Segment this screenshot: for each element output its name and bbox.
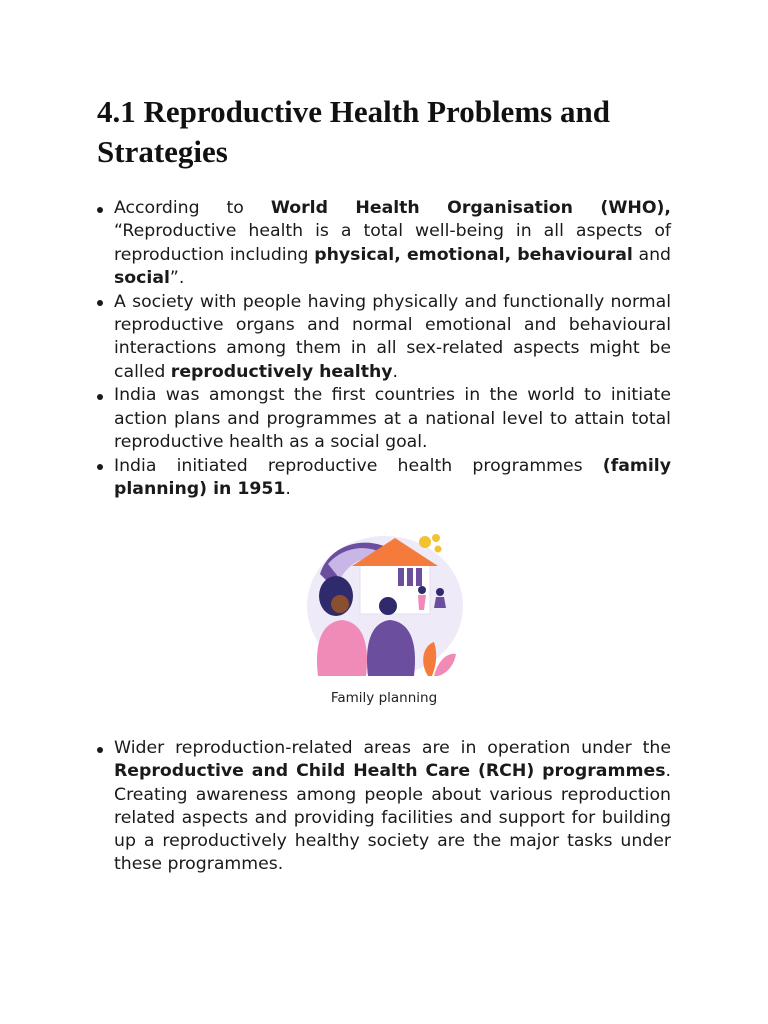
text-run: .	[392, 361, 399, 382]
bullet-list-top	[114, 197, 671, 502]
house-window	[416, 568, 422, 586]
bullet-item	[114, 291, 671, 384]
bold-text-run: Reproductive and Child Health Care (RCH) programmes	[114, 761, 666, 782]
child-body	[434, 597, 446, 608]
child-head	[418, 586, 426, 594]
child-head	[436, 588, 444, 596]
figure-caption: Family planning	[330, 690, 438, 706]
bullet-item	[114, 737, 671, 877]
house-window	[407, 568, 413, 586]
woman-face	[331, 595, 349, 613]
sun-icon	[435, 546, 442, 553]
bold-text-run: World Health Organisation (WHO),	[270, 198, 671, 218]
family-planning-illustration	[300, 524, 470, 684]
text-run: A society with people having physically and functionally normal reproductive organs and normal emotional and behavioural interactions among them in all sex-related aspects might be called	[114, 291, 671, 382]
text-run: India was amongst the first countries in the world to initiate action plans and programmes at a national level to attain total reproductive health as a social goal.	[114, 385, 671, 452]
bullet-item	[114, 455, 671, 502]
bold-text-run: reproductively healthy	[170, 361, 393, 382]
text-run: Wider reproduction-related areas are in operation under the	[114, 738, 671, 758]
text-run: According to	[114, 198, 271, 218]
bullet-item	[114, 384, 671, 454]
house-window	[398, 568, 404, 586]
family-illustration-art	[300, 524, 470, 684]
sun-icon	[432, 534, 440, 542]
text-run: .	[285, 479, 291, 500]
man-head	[379, 597, 397, 615]
bold-text-run: (family planning) in 1951	[114, 455, 671, 500]
section-heading: 4.1 Reproductive Health Problems and Strategies	[97, 94, 610, 169]
sun-icon	[419, 536, 431, 548]
bold-text-run: social	[114, 267, 170, 288]
bullet-list-bottom	[114, 737, 671, 877]
text-run: and	[632, 244, 672, 265]
bold-text-run: physical, emotional, behavioural	[314, 244, 633, 265]
bullet-item	[114, 197, 671, 290]
text-run: India initiated reproductive health programmes	[114, 455, 603, 476]
text-run: . Creating awareness among people about various reproduction related aspects and providing facilities and support for building up a reproductively healthy society are the major tasks under these programmes.	[114, 761, 671, 875]
text-run: ”.	[169, 267, 185, 288]
text-run: “Reproductive health is a total well-being in all aspects of reproduction including	[114, 221, 671, 265]
